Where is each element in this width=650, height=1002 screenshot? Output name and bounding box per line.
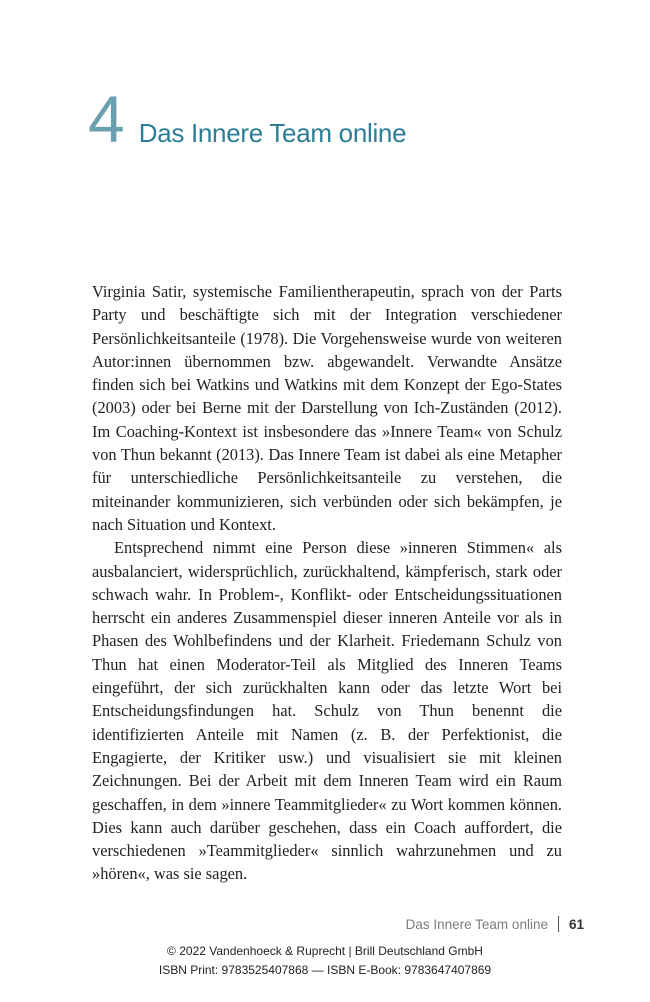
copyright-notice xyxy=(0,942,650,980)
chapter-number: 4 xyxy=(88,82,125,156)
chapter-title: Das Innere Team online xyxy=(138,118,407,148)
running-footer xyxy=(406,916,584,932)
body-text xyxy=(92,280,562,886)
page-number: 61 xyxy=(568,916,584,932)
paragraph: Virginia Satir, systemische Familientherapeutin, sprach von der Parts Party und beschäftigte sich mit der Integration verschiedener Persönlichkeitsanteile (1978). Die Vorgehensweise wurde von weiteren Autor:innen übernommen bzw. abgewandelt. Verwandte Ansätze finden sich bei Watkins und Watkins mit dem Konzept der Ego-States (2003) oder bei Berne mit der Darstellung von Ich-Zuständen (2012). Im Coaching-Kontext ist insbesondere das »Innere Team« von Schulz von Thun bekannt (2013). Das Innere Team ist dabei als eine Metapher für unterschiedliche Persönlichkeitsanteile zu verstehen, die miteinander kommunizieren, sich verbünden oder sich bekämpfen, je nach Situation und Kontext. xyxy=(92,282,562,534)
isbn-line: ISBN Print: 9783525407868 — ISBN E-Book: 9783647407869 xyxy=(158,963,492,977)
chapter-heading xyxy=(88,82,407,156)
footer-divider xyxy=(558,916,559,932)
running-title: Das Innere Team online xyxy=(405,916,548,932)
paragraph: Entsprechend nimmt eine Person diese »inneren Stimmen« als ausbalanciert, widersprüchlich, zurückhaltend, kämpferisch, stark oder schwach wahr. In Problem-, Konflikt- oder Entscheidungssituationen herrscht ein anderes Zusammenspiel dieser inneren Anteile vor als in Phasen des Wohlbefindens und der Klarheit. Friedemann Schulz von Thun hat einen Moderator-Teil als Mitglied des Inneren Teams eingeführt, der sich zurückhalten kann oder das letzte Wort bei Entscheidungsfindungen hat. Schulz von Thun benennt die identifizierten Anteile mit Namen (z. B. der Perfektionist, die Engagierte, der Kritiker usw.) und visualisiert sie mit kleinen Zeichnungen. Bei der Arbeit mit dem Inneren Team wird ein Raum geschaffen, in dem »innere Teammitglieder« zu Wort kommen können. Dies kann auch darüber geschehen, dass ein Coach auffordert, die verschiedenen »Teammitglieder« sinnlich wahrzunehmen und zu »hören«, was sie sagen. xyxy=(92,538,562,884)
copyright-line: © 2022 Vandenhoeck & Ruprecht | Brill Deutschland GmbH xyxy=(167,944,483,958)
